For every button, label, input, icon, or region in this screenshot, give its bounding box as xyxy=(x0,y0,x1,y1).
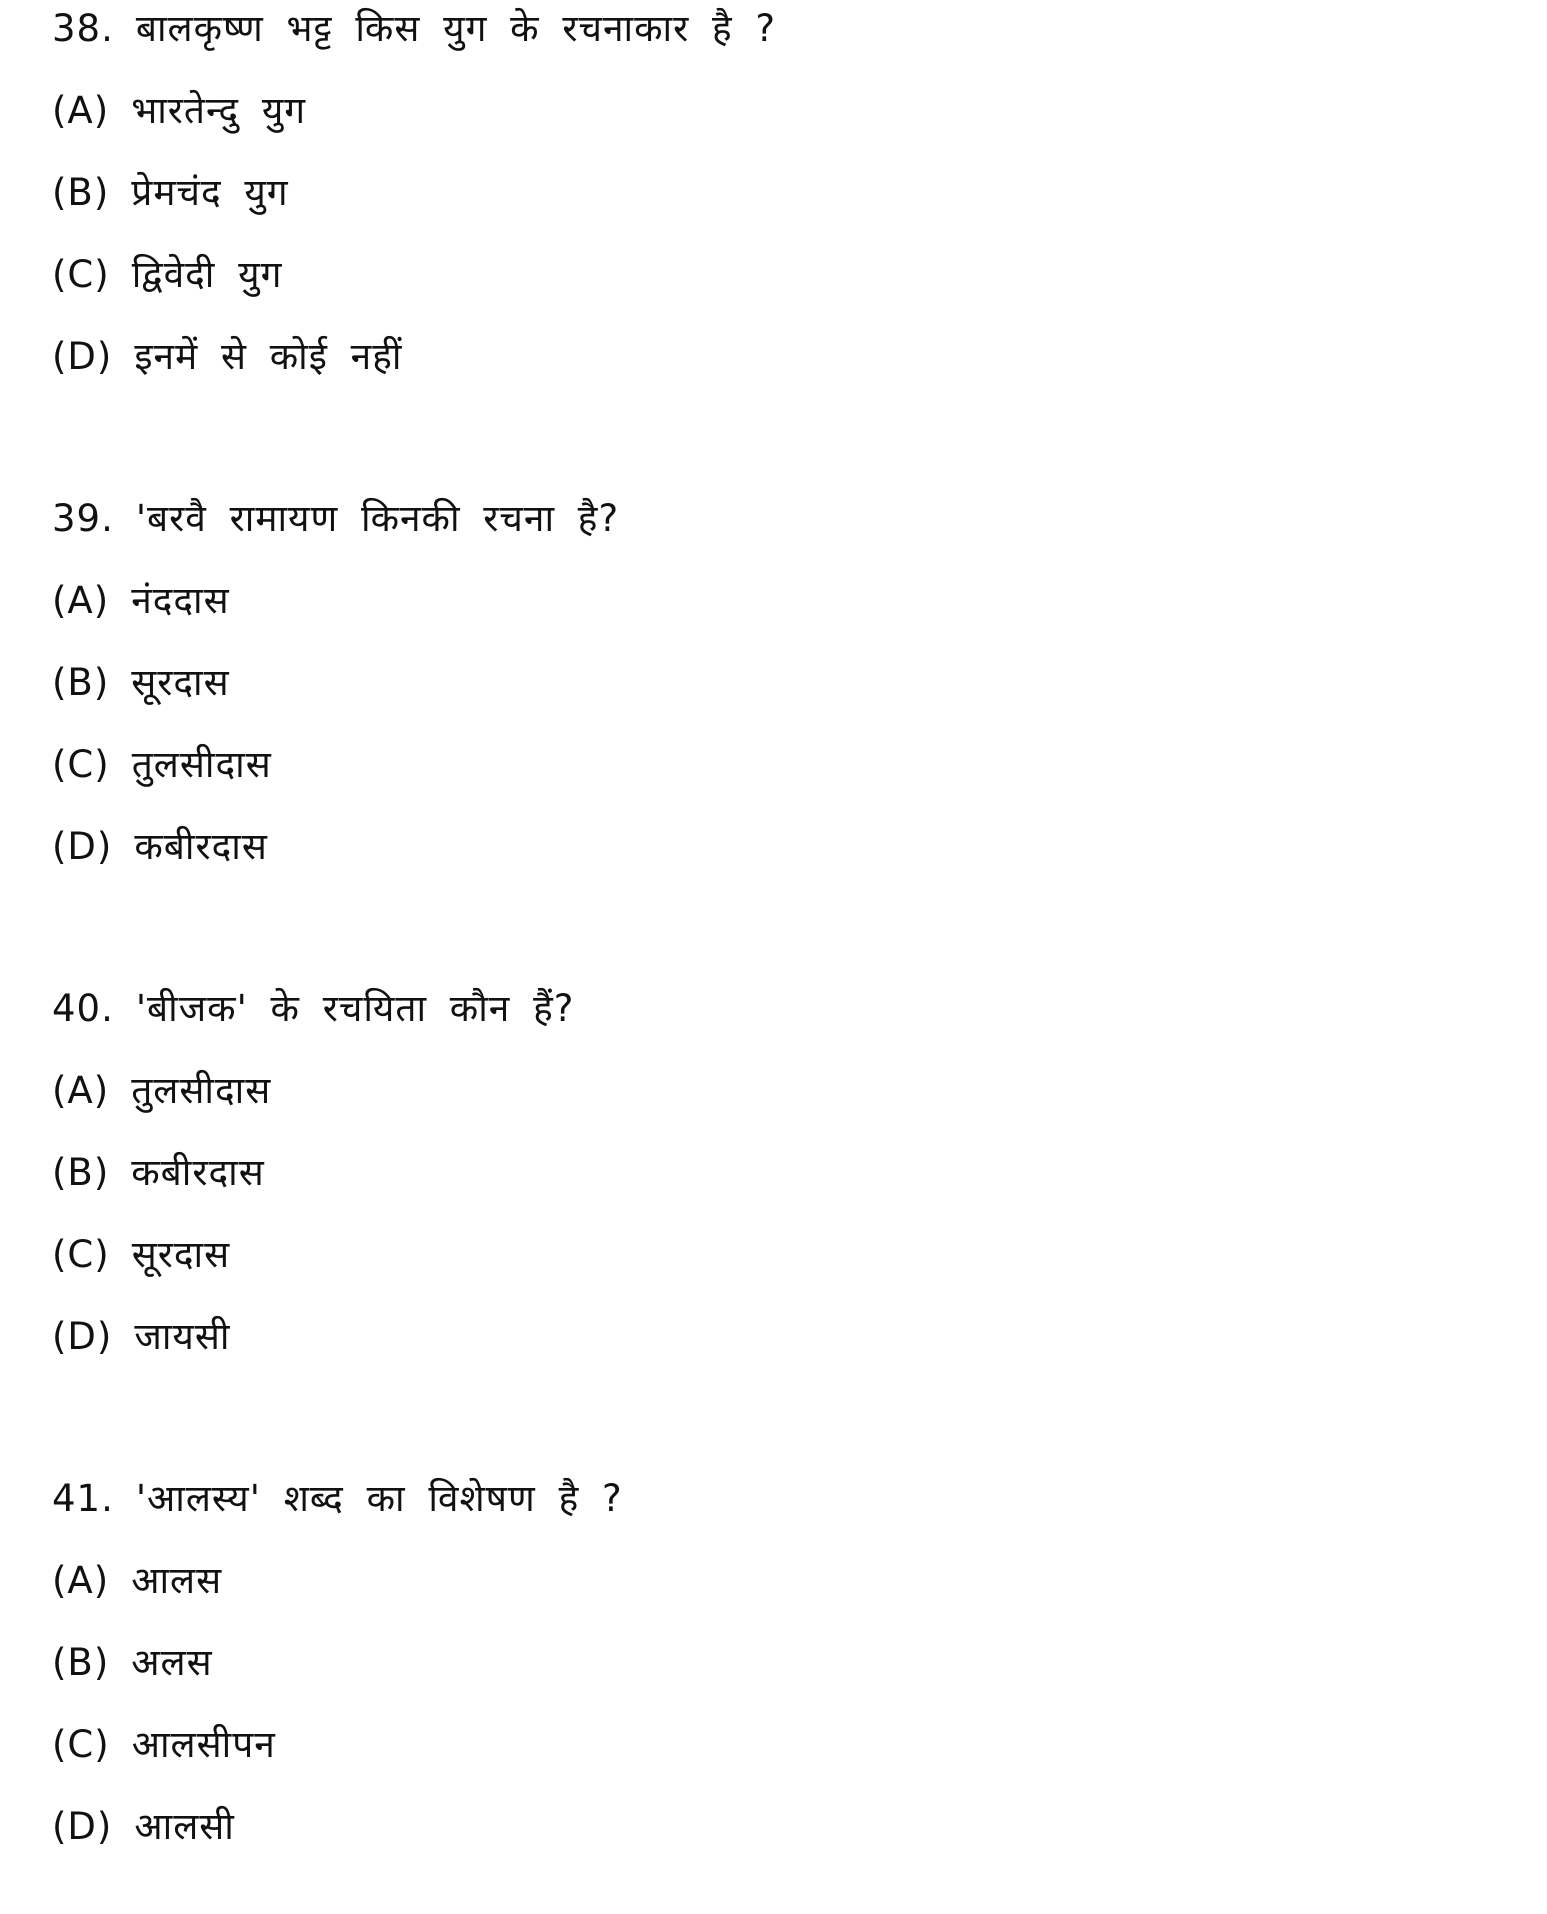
option-c xyxy=(52,234,1492,316)
option-label: (D) xyxy=(52,825,113,868)
option-d xyxy=(52,316,1492,398)
option-label: (A) xyxy=(52,1559,110,1602)
option-text: द्विवेदी युग xyxy=(131,253,283,296)
question-40 xyxy=(52,968,1492,1378)
option-label: (A) xyxy=(52,579,110,622)
question-number: 41. xyxy=(52,1477,114,1520)
option-a xyxy=(52,1540,1492,1622)
option-c xyxy=(52,1214,1492,1296)
option-label: (B) xyxy=(52,1641,110,1684)
question-line xyxy=(52,478,1492,560)
option-label: (C) xyxy=(52,253,110,296)
option-text: भारतेन्दु युग xyxy=(131,89,307,132)
option-text: सूरदास xyxy=(131,1233,231,1276)
option-d xyxy=(52,1296,1492,1378)
option-a xyxy=(52,70,1492,152)
question-line xyxy=(52,1458,1492,1540)
option-text: नंददास xyxy=(131,579,230,622)
question-line xyxy=(52,0,1492,70)
option-text: अलस xyxy=(131,1641,213,1684)
option-c xyxy=(52,1704,1492,1786)
option-text: जायसी xyxy=(134,1315,231,1358)
option-label: (A) xyxy=(52,1069,110,1112)
option-label: (C) xyxy=(52,743,110,786)
question-41 xyxy=(52,1458,1492,1868)
option-label: (D) xyxy=(52,1315,113,1358)
question-text: 'आलस्य' शब्द का विशेषण है ? xyxy=(135,1477,623,1520)
option-b xyxy=(52,642,1492,724)
question-number: 40. xyxy=(52,987,114,1030)
question-39 xyxy=(52,478,1492,888)
question-text: बालकृष्ण भट्ट किस युग के रचनाकार है ? xyxy=(135,7,777,50)
option-label: (B) xyxy=(52,1151,110,1194)
option-label: (A) xyxy=(52,89,110,132)
option-text: कबीरदास xyxy=(134,825,268,868)
option-text: तुलसीदास xyxy=(131,1069,272,1112)
option-text: कबीरदास xyxy=(131,1151,265,1194)
question-text: 'बरवै रामायण किनकी रचना है? xyxy=(135,497,620,540)
option-b xyxy=(52,1132,1492,1214)
option-text: आलसी xyxy=(134,1805,235,1848)
question-number: 39. xyxy=(52,497,114,540)
option-text: आलसीपन xyxy=(131,1723,276,1766)
question-38 xyxy=(52,0,1492,398)
option-label: (B) xyxy=(52,661,110,704)
option-label: (D) xyxy=(52,1805,113,1848)
question-line xyxy=(52,968,1492,1050)
option-label: (B) xyxy=(52,171,110,214)
question-number: 38. xyxy=(52,7,114,50)
option-a xyxy=(52,560,1492,642)
option-c xyxy=(52,724,1492,806)
option-text: सूरदास xyxy=(131,661,230,704)
option-d xyxy=(52,1786,1492,1868)
option-label: (D) xyxy=(52,335,113,378)
option-d xyxy=(52,806,1492,888)
question-text: 'बीजक' के रचयिता कौन हैं? xyxy=(135,987,575,1030)
option-text: प्रेमचंद युग xyxy=(131,171,289,214)
option-b xyxy=(52,152,1492,234)
option-a xyxy=(52,1050,1492,1132)
option-text: आलस xyxy=(131,1559,223,1602)
option-text: इनमें से कोई नहीं xyxy=(134,335,403,378)
option-text: तुलसीदास xyxy=(131,743,272,786)
option-label: (C) xyxy=(52,1233,110,1276)
option-label: (C) xyxy=(52,1723,110,1766)
option-b xyxy=(52,1622,1492,1704)
